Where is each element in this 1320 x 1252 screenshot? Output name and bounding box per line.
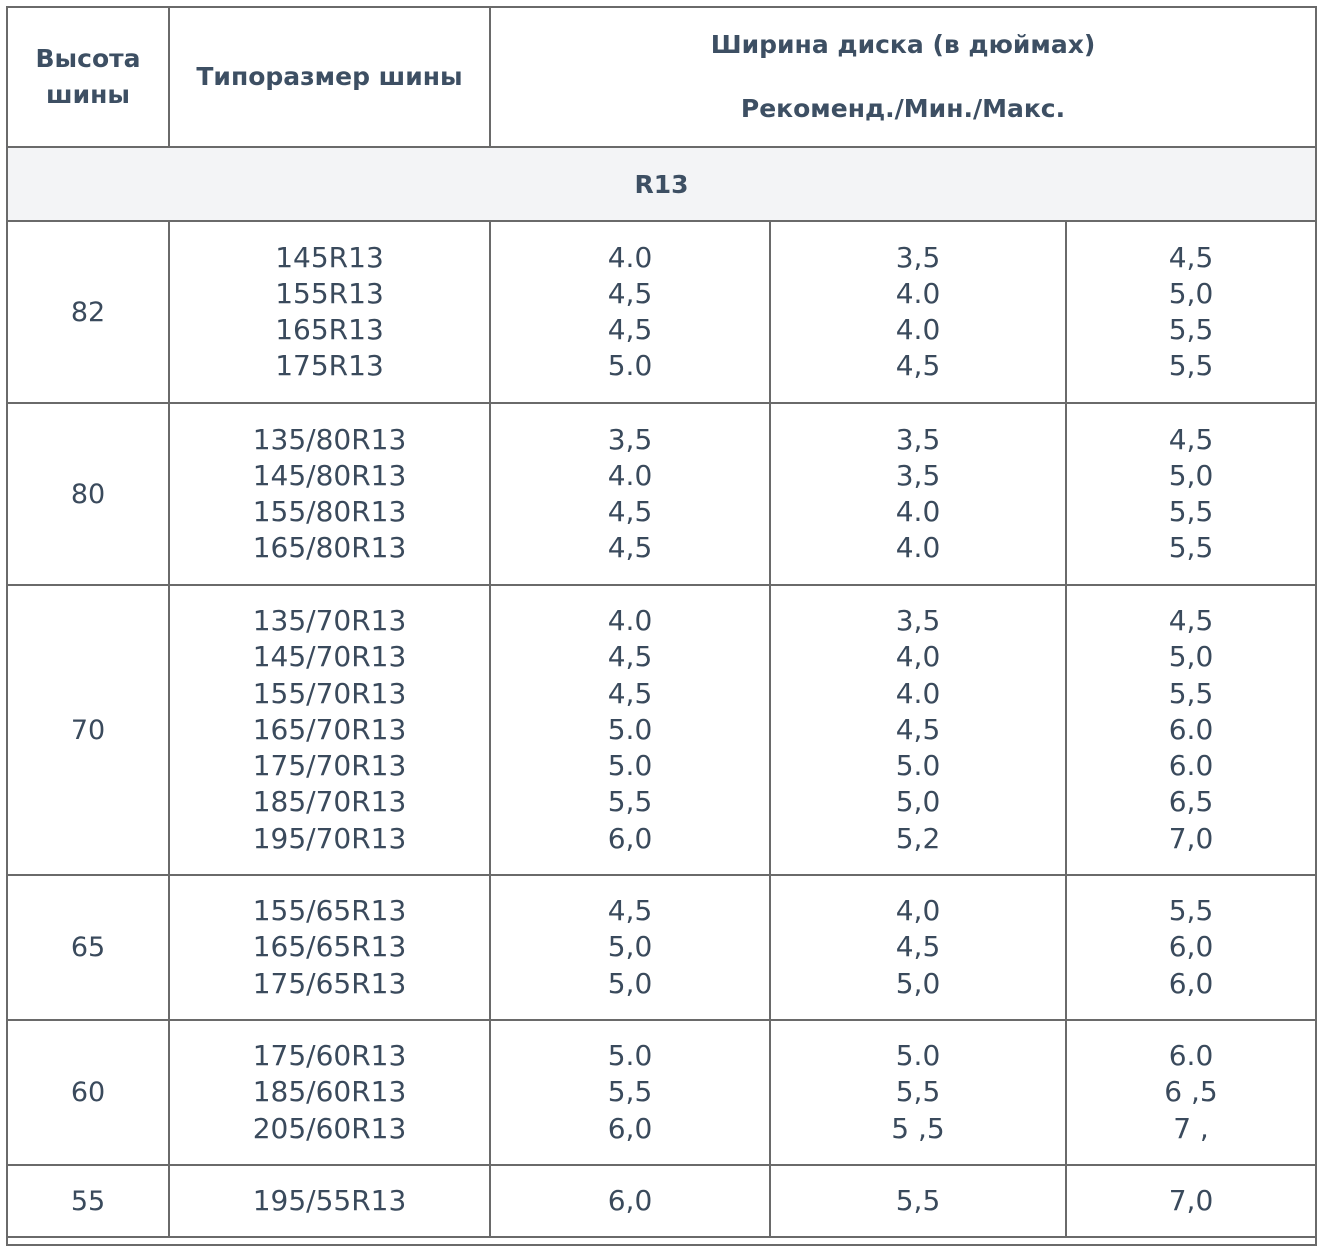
tire-size-cell [169,221,490,403]
max-width-cell [1066,875,1316,1020]
max-width: 5,5 [1168,894,1214,928]
min-width: 3,5 [895,458,941,492]
max-width-cell [1066,1165,1316,1237]
section-title: R13 [7,147,1316,221]
recommended-width: 6,0 [607,821,653,855]
min-width: 4.0 [895,276,941,310]
min-width: 5,5 [895,1075,941,1109]
tire-size: 175/70R13 [252,749,407,783]
tire-size: 185/60R13 [252,1075,407,1109]
min-width-cell [770,875,1066,1020]
tire-size: 175/60R13 [252,1039,407,1073]
min-width: 4.0 [895,531,941,565]
max-width-cell [1066,403,1316,585]
recommended-width: 4,5 [607,495,653,528]
min-width: 3,5 [895,604,941,638]
tire-size: 155/70R13 [252,676,407,710]
tire-size: 165/70R13 [252,712,407,746]
max-width: 4,5 [1168,604,1214,638]
max-width: 4,5 [1168,240,1214,274]
min-width: 5.0 [895,1039,941,1073]
max-width: 6,5 [1168,785,1214,819]
max-width: 5,0 [1168,458,1214,492]
tire-size-cell [169,1020,490,1165]
max-width: 5,5 [1168,313,1214,346]
tire-size-cell [169,403,490,585]
min-width: 4,0 [895,640,941,674]
tire-height-cell: 80 [7,403,169,585]
table-footer-cell [7,1237,1316,1245]
max-width-cell [1066,585,1316,875]
table-row [7,1165,1316,1237]
tire-rim-table [6,6,1317,1246]
tire-size: 165/80R13 [252,531,407,565]
min-width: 5 ,5 [891,1111,945,1145]
min-width-cell [770,1165,1066,1237]
max-width: 5,5 [1168,495,1214,528]
recommended-width: 4,5 [607,313,653,346]
max-width: 4,5 [1168,422,1214,456]
tire-size: 135/70R13 [252,604,407,638]
recommended-width: 5.0 [607,349,653,383]
recommended-width: 5,5 [607,785,653,819]
table-row [7,1020,1316,1165]
max-width: 6 ,5 [1164,1075,1218,1109]
recommended-width: 4.0 [607,240,653,274]
max-width: 6.0 [1168,1039,1214,1073]
recommended-width: 6,0 [607,1183,653,1217]
recommended-width: 5,5 [607,1075,653,1109]
tire-size: 165R13 [275,313,384,346]
tire-size-cell [169,1165,490,1237]
table-body [7,221,1316,1237]
tire-size-cell [169,585,490,875]
recommended-width: 4,5 [607,894,653,928]
table-footer-row [7,1237,1316,1245]
table-row [7,403,1316,585]
recommended-width-cell [490,403,770,585]
section-row [7,147,1316,221]
max-width-cell [1066,221,1316,403]
min-width: 4,0 [895,894,941,928]
recommended-width: 4,5 [607,531,653,565]
tire-height-cell: 55 [7,1165,169,1237]
min-width-cell [770,585,1066,875]
tire-size: 155R13 [275,276,384,310]
recommended-width: 4,5 [607,640,653,674]
min-width: 3,5 [895,240,941,274]
tire-height-cell: 70 [7,585,169,875]
tire-size: 145/80R13 [252,458,407,492]
max-width: 5,5 [1168,676,1214,710]
min-width: 4.0 [895,495,941,528]
tire-size: 155/80R13 [252,495,407,528]
tire-size: 205/60R13 [252,1111,407,1145]
max-width: 6,0 [1168,966,1214,1000]
recommended-width: 4,5 [607,276,653,310]
recommended-width-cell [490,1165,770,1237]
tire-size: 195/55R13 [252,1183,407,1217]
recommended-width-cell [490,1020,770,1165]
tire-size: 145/70R13 [252,640,407,674]
tire-size: 185/70R13 [252,785,407,819]
tire-size: 135/80R13 [252,422,407,456]
tire-size: 175/65R13 [252,966,407,1000]
max-width: 6,0 [1168,930,1214,964]
recommended-width: 4.0 [607,458,653,492]
max-width: 6.0 [1168,749,1214,783]
recommended-width: 5.0 [607,1039,653,1073]
min-width: 5,2 [895,821,941,855]
max-width: 5,0 [1168,640,1214,674]
min-width: 4,5 [895,712,941,746]
table-header-row [7,7,1316,147]
tire-height-cell: 82 [7,221,169,403]
tire-height-cell: 65 [7,875,169,1020]
min-width: 5.0 [895,749,941,783]
table-row [7,875,1316,1020]
tire-height-cell: 60 [7,1020,169,1165]
max-width: 5,0 [1168,276,1214,310]
recommended-width-cell [490,585,770,875]
max-width-cell [1066,1020,1316,1165]
header-tire-size: Типоразмер шины [169,7,490,147]
recommended-width-cell [490,875,770,1020]
min-width-cell [770,1020,1066,1165]
recommended-width: 5,0 [607,966,653,1000]
min-width: 3,5 [895,422,941,456]
header-rim-width-subtitle: Рекоменд./Мин./Макс. [740,94,1066,123]
tire-size: 195/70R13 [252,821,407,855]
min-width: 4,5 [895,349,941,383]
recommended-width: 6,0 [607,1111,653,1145]
min-width-cell [770,221,1066,403]
tire-size: 155/65R13 [252,894,407,928]
tire-size: 145R13 [275,240,384,274]
max-width: 7,0 [1168,821,1214,855]
tire-size: 165/65R13 [252,930,407,964]
header-tire-height: Высота шины [7,7,169,147]
min-width: 4.0 [895,676,941,710]
max-width: 6.0 [1168,712,1214,746]
tire-size: 175R13 [275,349,384,383]
recommended-width: 3,5 [607,422,653,456]
table-row [7,585,1316,875]
min-width: 5,0 [895,785,941,819]
min-width: 4,5 [895,930,941,964]
tire-size-cell [169,875,490,1020]
max-width: 5,5 [1168,531,1214,565]
min-width: 5,5 [895,1183,941,1217]
recommended-width: 5.0 [607,712,653,746]
recommended-width: 4.0 [607,604,653,638]
header-rim-width-title: Ширина диска (в дюймах) [710,30,1096,59]
recommended-width: 4,5 [607,676,653,710]
table-row [7,221,1316,403]
header-rim-width [490,7,1316,147]
min-width-cell [770,403,1066,585]
recommended-width: 5.0 [607,749,653,783]
max-width: 7,0 [1168,1183,1214,1217]
recommended-width-cell [490,221,770,403]
min-width: 4.0 [895,313,941,346]
recommended-width: 5,0 [607,930,653,964]
min-width: 5,0 [895,966,941,1000]
max-width: 5,5 [1168,349,1214,383]
max-width: 7 , [1173,1111,1209,1145]
